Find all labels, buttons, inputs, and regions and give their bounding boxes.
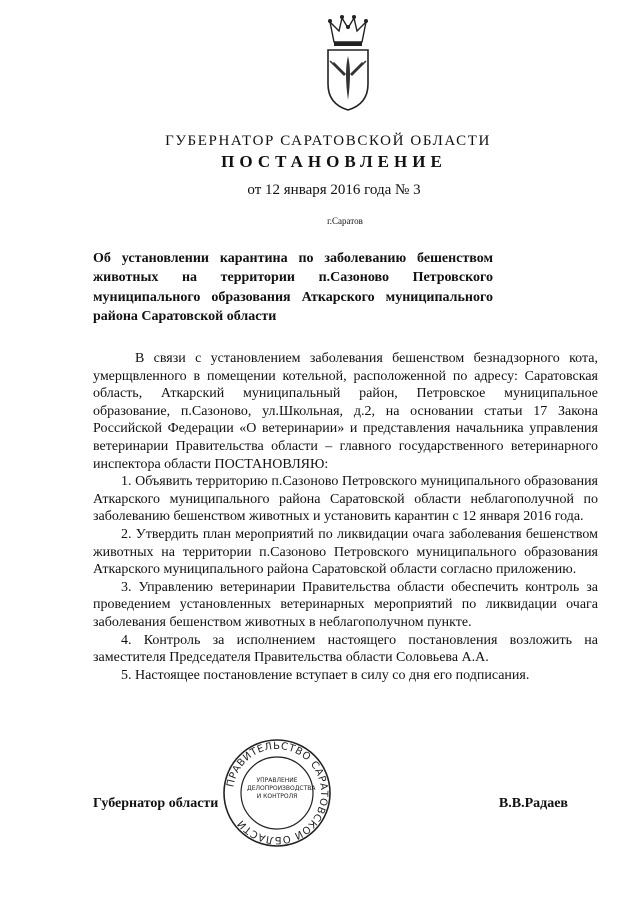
resolution-item-2: 2. Утвердить план мероприятий по ликвидации очага заболевания бешенством животных на территории п.Сазоново Петровского муниципального образования Аткарского муниципального района Саратовской области согласно приложению. (93, 526, 598, 578)
seal-inner-text: УПРАВЛЕНИЕ ДЕЛОПРОИЗВОДСТВА И КОНТРОЛЯ (247, 777, 316, 800)
document-type-title: ПОСТАНОВЛЕНИЕ (221, 152, 447, 171)
resolution-item-3: 3. Управлению ветеринарии Правительства области обеспечить контроль за проведением установленных ветеринарных мероприятий по ликвидации очага заболевания бешенством животных в неблагополучном пункте. (93, 579, 598, 630)
resolution-item-5: 5. Настоящее постановление вступает в силу со дня его подписания. (121, 667, 530, 683)
official-seal-stamp (221, 737, 333, 849)
signatory-position: Губернатор области (93, 796, 219, 811)
document-date-number: от 12 января 2016 года № 3 (247, 182, 421, 198)
resolution-item-4: 4. Контроль за исполнением настоящего постановления возложить на заместителя Председателя Правительства области Соловьева А.А. (93, 632, 598, 666)
seal-outer-text: ПРАВИТЕЛЬСТВО САРАТОВСКОЙ ОБЛАСТИ (225, 740, 330, 846)
issuing-authority: ГУБЕРНАТОР САРАТОВСКОЙ ОБЛАСТИ (165, 133, 491, 149)
intro-paragraph: В связи с установлением заболевания бешенством безнадзорного кота, умерщвленного в помещении котельной, расположенной по адресу: Саратовская область, Аткарский муниципальный район, Петровское муниципальное образование, п.Сазоново, ул.Школьная, д.2, на основании статьи 17 Закона Российской Федерации «О ветеринарии» и представления начальника управления ветеринарии Правительства области – главного государственного ветеринарного инспектора области ПОСТАНОВЛЯЮ: (93, 351, 598, 472)
document-subject: Об установлении карантина по заболеванию бешенством животных на территории п.Сазоново Петровского муниципального образования Аткарского муниципального района Саратовской области (93, 251, 493, 324)
coat-of-arms-icon (320, 12, 376, 112)
document-place: г.Саратов (327, 216, 363, 226)
signatory-name: В.В.Радаев (498, 796, 568, 811)
signature-block (93, 796, 568, 812)
document-body (93, 350, 598, 684)
resolution-item-1: 1. Объявить территорию п.Сазоново Петровского муниципального образования Аткарского муниципального района Саратовской области неблагополучной по заболеванию бешенством животных и установить карантин с 12 января 2016 года. (93, 474, 598, 525)
